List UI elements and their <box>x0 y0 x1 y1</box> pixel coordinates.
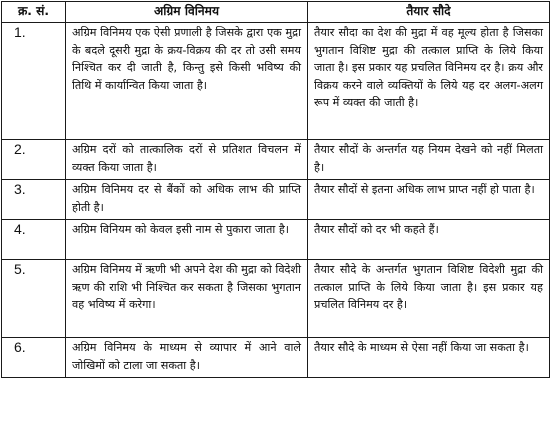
row-number: 1. <box>2 23 66 140</box>
row-number: 6. <box>2 338 66 378</box>
header-row <box>2 2 550 23</box>
advance-exchange-cell: अग्रिम विनियम को केवल इसी नाम से पुकारा जाता है। <box>66 220 308 260</box>
row-number: 3. <box>2 180 66 220</box>
table-row <box>2 23 550 140</box>
table-row <box>2 260 550 338</box>
table-row <box>2 220 550 260</box>
spot-deal-cell: तैयार सौदों के अन्तर्गत यह नियम देखने को नहीं मिलता है। <box>308 140 550 180</box>
row-number: 5. <box>2 260 66 338</box>
comparison-table <box>1 1 550 378</box>
header-advance-exchange: अग्रिम विनिमय <box>66 2 308 23</box>
advance-exchange-cell: अग्रिम विनिमय के माध्यम से व्यापार में आने वाले जोखिमों को टाला जा सकता है। <box>66 338 308 378</box>
row-number: 4. <box>2 220 66 260</box>
advance-exchange-cell: अग्रिम दरों को तात्कालिक दरों से प्रतिशत विचलन में व्यक्त किया जाता है। <box>66 140 308 180</box>
advance-exchange-cell: अग्रिम विनिमय दर से बैंकों को अधिक लाभ की प्राप्ति होती है। <box>66 180 308 220</box>
spot-deal-cell: तैयार सौदे के माध्यम से ऐसा नहीं किया जा सकता है। <box>308 338 550 378</box>
advance-exchange-cell: अग्रिम विनिमय में ऋणी भी अपने देश की मुद्रा को विदेशी ऋण की राशि भी निश्चित कर सकता है जिसका भुगतान वह भविष्य में करेगा। <box>66 260 308 338</box>
advance-exchange-cell: अग्रिम विनिमय एक ऐसी प्रणाली है जिसके द्वारा एक मुद्रा के बदले दूसरी मुद्रा के क्रय-विक्रय की दर तो उसी समय निश्चित कर दी जाती है, किन्तु इसे किसी भविष्य की तिथि में कार्यान्वित किया जाता है। <box>66 23 308 140</box>
spot-deal-cell: तैयार सौदे के अन्तर्गत भुगतान विशिष्ट विदेशी मुद्रा की तत्काल प्राप्ति के लिये किया जाता है। इस प्रकार यह प्रचलित विनिमय दर है। <box>308 260 550 338</box>
spot-deal-cell: तैयार सौदा का देश की मुद्रा में वह मूल्य होता है जिसका भुगतान विशिष्ट मुद्रा की तत्काल प्राप्ति के लिये किया जाता है। इस प्रकार यह प्रचलित विनिमय दर है। क्रय और विक्रय करने वाले व्यक्तियों के लिये यह दर अलग-अलग रूप में व्यक्त की जाती है। <box>308 23 550 140</box>
header-serial-number: क्र. सं. <box>2 2 66 23</box>
spot-deal-cell: तैयार सौदों से इतना अधिक लाभ प्राप्त नहीं हो पाता है। <box>308 180 550 220</box>
row-number: 2. <box>2 140 66 180</box>
table-row <box>2 338 550 378</box>
spot-deal-cell: तैयार सौदों को दर भी कहते हैं। <box>308 220 550 260</box>
table-row <box>2 140 550 180</box>
header-spot-deals: तैयार सौदे <box>308 2 550 23</box>
table-row <box>2 180 550 220</box>
